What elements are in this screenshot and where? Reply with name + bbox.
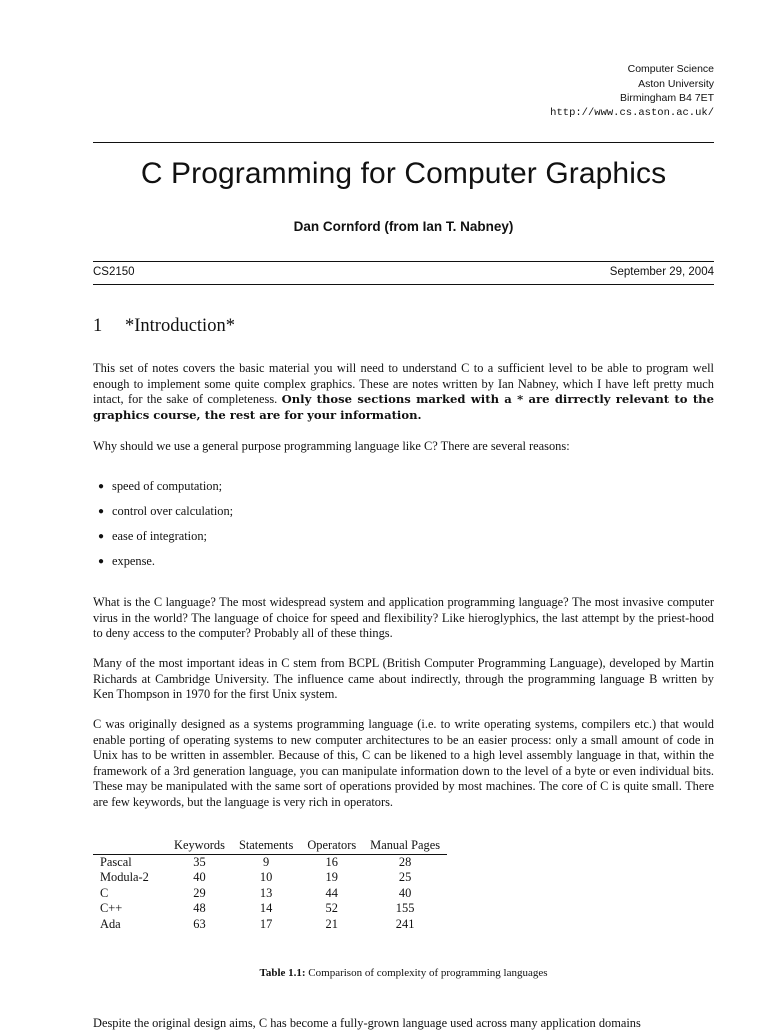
- section-title: *Introduction*: [125, 316, 235, 336]
- table-cell: 9: [263, 854, 270, 869]
- table-header-cell: Operators: [300, 838, 363, 854]
- table-cell: 40: [193, 870, 206, 884]
- table-caption: [93, 967, 714, 979]
- intro-bold-note: Only those sections marked with a * are dirrectly relevant to the graphics course, the rest are for your information.: [93, 392, 714, 422]
- caption-text: Comparison of complexity of programming languages: [305, 967, 548, 979]
- meta-top-rule: [93, 261, 714, 262]
- design-paragraph: C was originally designed as a systems programming language (i.e. to write operating systems, compilers etc.) that would enable porting of operating systems to new computer architectures to be an easier process: only a small amount of code in Unix has to be written in assembler. Because of this, C can be likened to a high level assembly language in that, within the framework of a 3rd generation language, you can manipulate information down to the level of a byte or even individual bits. These may be manipulated with the same sort of operations provided by most machines. The core of C is quite small. There are few keywords, but the language is very rich in operators.: [93, 717, 714, 809]
- table-cell: 16: [325, 854, 338, 869]
- address-url[interactable]: http://www.cs.aston.ac.uk/: [550, 106, 714, 119]
- table-row: [93, 854, 447, 870]
- table-cell: 155: [395, 901, 415, 915]
- meta-bottom-rule: [93, 284, 714, 285]
- course-code: CS2150: [93, 266, 135, 278]
- table-cell: 13: [259, 885, 273, 900]
- reasons-paragraph: Why should we use a general purpose programming language like C? There are several reasons:: [93, 439, 570, 453]
- table-cell: 21: [325, 916, 338, 931]
- address-city: Birmingham B4 7ET: [620, 92, 714, 104]
- cutoff-paragraph: Despite the original design aims, C has become a fully-grown language used across many application domains: [93, 1016, 641, 1030]
- caption-label: Table 1.1:: [259, 967, 306, 979]
- list-item: [98, 554, 233, 579]
- table-cell: 63: [193, 916, 206, 931]
- table-cell: Pascal: [100, 854, 132, 869]
- table-cell: 40: [398, 885, 412, 900]
- comparison-table: [93, 838, 447, 932]
- list-item-text: expense.: [112, 554, 156, 568]
- reasons-list: [98, 479, 233, 579]
- bullet-icon: ●: [98, 531, 105, 542]
- table-header-cell: Keywords: [167, 838, 232, 854]
- document-title: C Programming for Computer Graphics: [140, 157, 667, 190]
- intro-paragraph: [93, 361, 714, 423]
- address-block: [550, 62, 714, 120]
- bullet-icon: ●: [98, 556, 105, 567]
- author-line: Dan Cornford (from Ian T. Nabney): [293, 219, 514, 234]
- list-item-text: speed of computation;: [112, 479, 223, 493]
- table-header-cell: Manual Pages: [363, 838, 447, 854]
- table-cell: Ada: [100, 916, 121, 931]
- table-cell: 48: [193, 901, 206, 915]
- what-is-c-paragraph: What is the C language? The most widespread system and application programming language? The most invasive computer virus in the world? The language of choice for speed and flexibility? Like hieroglyphics, the last attempt by the priest-hood to deny access to the computer? Probably all of these things.: [93, 595, 714, 641]
- section-heading: [93, 316, 235, 337]
- table-row: [93, 886, 447, 902]
- top-rule: [93, 142, 714, 143]
- table-row: [93, 901, 447, 917]
- table-cell: C++: [100, 901, 123, 915]
- list-item-text: ease of integration;: [112, 529, 207, 543]
- list-item-text: control over calculation;: [112, 504, 234, 518]
- table-cell: 14: [259, 901, 273, 915]
- table-cell: 52: [325, 901, 338, 915]
- list-item: [98, 479, 233, 504]
- history-paragraph: Many of the most important ideas in C stem from BCPL (British Computer Programming Language), developed by Martin Richards at Cambridge University. The influence came about indirectly, through the programming language B written by Ken Thompson in 1970 for the first Unix system.: [93, 656, 714, 702]
- table-header-cell: Statements: [232, 838, 300, 854]
- table-header-row: [93, 838, 447, 854]
- list-item: [98, 504, 233, 529]
- table-cell: 10: [259, 870, 273, 884]
- table-cell: 29: [193, 885, 206, 900]
- list-item: [98, 529, 233, 554]
- intro-text: This set of notes covers the basic material you will need to understand C to a sufficient level to be able to program well enough to implement some quite complex graphics. These are notes written by Ian Nabney, which I have left pretty much intact, for the sake of completeness.: [93, 361, 714, 407]
- bullet-icon: ●: [98, 506, 105, 517]
- table-cell: 17: [259, 916, 273, 931]
- address-university: Aston University: [638, 77, 714, 90]
- section-number: 1: [93, 316, 103, 336]
- table-cell: Modula-2: [100, 870, 149, 884]
- address-department: Computer Science: [627, 63, 714, 75]
- table-cell: 19: [325, 870, 338, 884]
- table-row: [93, 870, 447, 886]
- table-cell: 44: [325, 885, 338, 900]
- table-cell: C: [100, 885, 109, 900]
- table-cell: 241: [395, 916, 415, 931]
- bullet-icon: ●: [98, 481, 105, 492]
- table-cell: 25: [398, 870, 412, 884]
- table-cell: 28: [398, 854, 412, 869]
- table-cell: 35: [193, 854, 206, 869]
- table-header-cell: [93, 838, 167, 854]
- document-date: September 29, 2004: [609, 266, 714, 278]
- table-row: [93, 917, 447, 933]
